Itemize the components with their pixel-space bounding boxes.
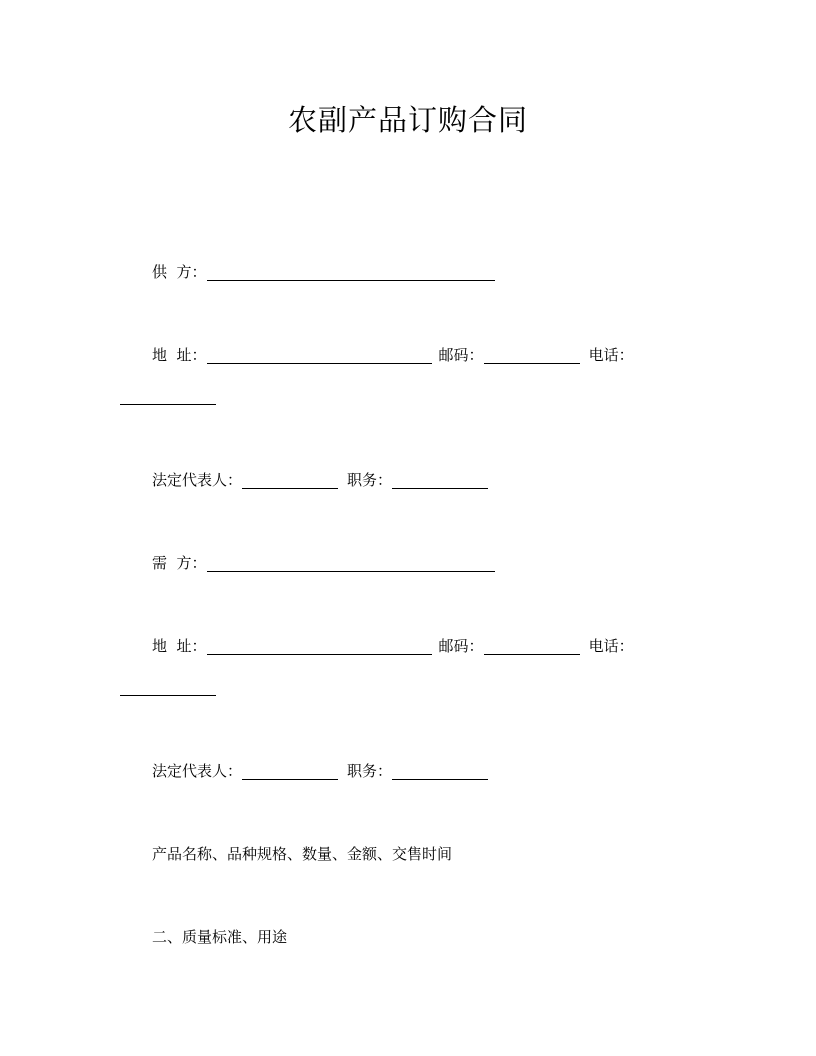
buyer-legal-rep-row — [152, 762, 488, 780]
buyer-legal-rep-label: 法定代表人： — [152, 762, 243, 780]
supplier-legal-rep-label: 法定代表人： — [152, 471, 243, 489]
section-1-heading: 产品名称、品种规格、数量、金额、交售时间 — [152, 845, 453, 863]
buyer-party-field[interactable] — [207, 555, 495, 572]
buyer-phone-field[interactable] — [120, 679, 216, 696]
supplier-party-label: 供 方： — [152, 263, 207, 281]
supplier-position-label: 职务： — [347, 471, 393, 489]
buyer-phone-label: 电话： — [588, 637, 634, 655]
supplier-phone-field[interactable] — [120, 388, 216, 405]
supplier-legal-rep-row — [152, 471, 488, 489]
supplier-address-row — [152, 346, 634, 364]
supplier-phone-row — [120, 388, 216, 405]
supplier-position-field[interactable] — [392, 472, 488, 489]
supplier-postcode-label: 邮码： — [438, 346, 484, 364]
buyer-phone-row — [120, 679, 216, 696]
buyer-party-row — [152, 554, 495, 572]
buyer-legal-rep-field[interactable] — [242, 763, 338, 780]
buyer-address-row — [152, 637, 634, 655]
buyer-postcode-field[interactable] — [484, 638, 580, 655]
buyer-postcode-label: 邮码： — [438, 637, 484, 655]
document-title: 农副产品订购合同 — [287, 103, 528, 137]
buyer-position-field[interactable] — [392, 763, 488, 780]
section-2-heading: 二、质量标准、用途 — [152, 928, 288, 946]
buyer-address-label: 地 址： — [152, 637, 207, 655]
supplier-postcode-field[interactable] — [484, 347, 580, 364]
supplier-address-label: 地 址： — [152, 346, 207, 364]
supplier-legal-rep-field[interactable] — [242, 472, 338, 489]
buyer-party-label: 需 方： — [152, 554, 207, 572]
buyer-address-field[interactable] — [207, 638, 432, 655]
buyer-position-label: 职务： — [347, 762, 393, 780]
supplier-party-row — [152, 263, 495, 281]
supplier-address-field[interactable] — [207, 347, 432, 364]
supplier-party-field[interactable] — [207, 264, 495, 281]
supplier-phone-label: 电话： — [588, 346, 634, 364]
